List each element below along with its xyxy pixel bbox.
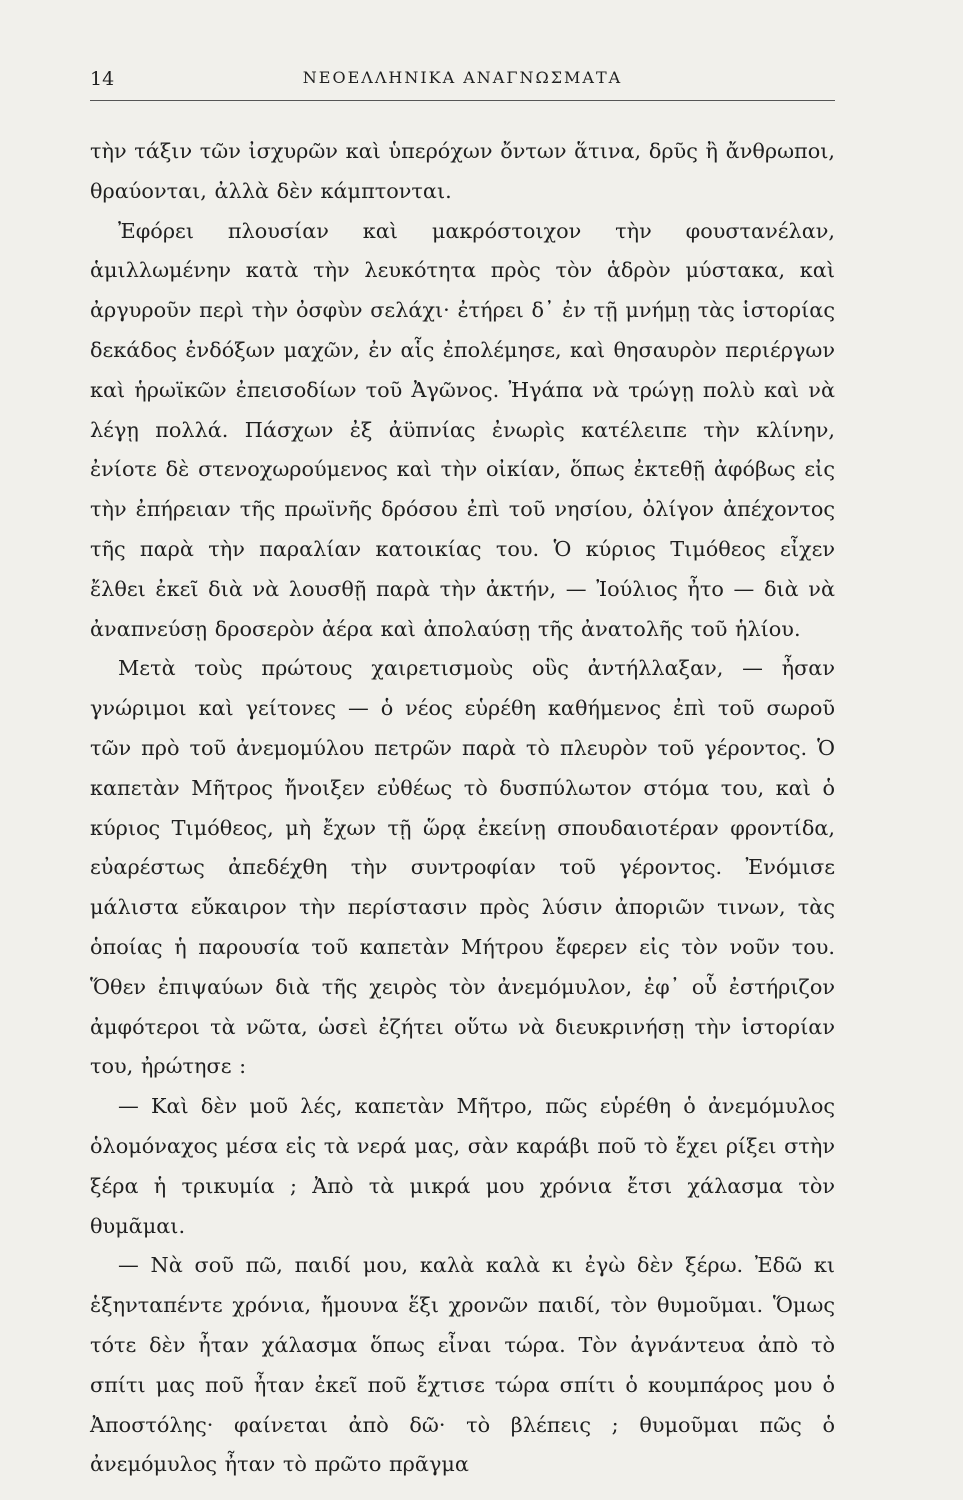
paragraph: — Καὶ δὲν μοῦ λές, καπετὰν Μῆτρο, πῶς εὑρέθη ὁ ἀνεμόμυλος ὁλομόναχος μέσα εἰς τὰ νερά μας, σὰν καράβι ποῦ τὸ ἔχει ρίξει στὴν ξέρα ἡ τρικυμία ; Ἀπὸ τὰ μικρά μου χρόνια ἔτσι χάλασμα τὸν θυμᾶμαι.: [90, 1094, 835, 1238]
paragraph: Ἐφόρει πλουσίαν καὶ μακρόστοιχον τὴν φουστανέλαν, ἁμιλλωμένην κατὰ τὴν λευκότητα πρὸς τὸν ἁδρὸν μύστακα, καὶ ἀργυροῦν περὶ τὴν ὀσφὺν σελάχι· ἐτήρει δ᾽ ἐν τῇ μνήμῃ τὰς ἱστορίας δεκάδος ἐνδόξων μαχῶν, ἐν αἷς ἐπολέμησε, καὶ θησαυρὸν περιέργων καὶ ἡρωϊκῶν ἐπεισοδίων τοῦ Ἀγῶνος. Ἠγάπα νὰ τρώγῃ πολὺ καὶ νὰ λέγῃ πολλά. Πάσχων ἐξ ἀϋπνίας ἐνωρὶς κατέλειπε τὴν κλίνην, ἐνίοτε δὲ στενοχωρούμενος καὶ τὴν οἰκίαν, ὅπως ἐκτεθῇ ἀφόβως εἰς τὴν ἐπήρειαν τῆς πρωϊνῆς δρόσου ἐπὶ τοῦ νησίου, ὀλίγον ἀπέχοντος τῆς παρὰ τὴν παραλίαν κατοικίας του. Ὁ κύριος Τιμόθεος εἶχεν ἔλθει ἐκεῖ διὰ νὰ λουσθῇ παρὰ τὴν ἀκτήν, — Ἰούλιος ἦτο — διὰ νὰ ἀναπνεύσῃ δροσερὸν ἀέρα καὶ ἀπολαύσῃ τῆς ἀνατολῆς τοῦ ἡλίου.: [90, 218, 835, 641]
paragraph: τὴν τάξιν τῶν ἰσχυρῶν καὶ ὑπερόχων ὄντων ἅτινα, δρῦς ἢ ἄνθρωποι, θραύονται, ἀλλὰ δὲν κάμπτονται.: [90, 139, 835, 203]
page-number: 14: [90, 68, 115, 90]
running-head: [90, 60, 835, 104]
paragraph: Μετὰ τοὺς πρώτους χαιρετισμοὺς οὓς ἀντήλλαξαν, — ἦσαν γνώριμοι καὶ γείτονες — ὁ νέος εὑρέθη καθήμενος ἐπὶ τοῦ σωροῦ τῶν πρὸ τοῦ ἀνεμομύλου πετρῶν παρὰ τὸ πλευρὸν τοῦ γέροντος. Ὁ καπετὰν Μῆτρος ἤνοιξεν εὐθέως τὸ δυσπύλωτον στόμα του, καὶ ὁ κύριος Τιμόθεος, μὴ ἔχων τῇ ὥρᾳ ἐκείνῃ σπουδαιοτέραν φροντίδα, εὐαρέστως ἀπεδέχθη τὴν συντροφίαν τοῦ γέροντος. Ἐνόμισε μάλιστα εὔκαιρον τὴν περίστασιν πρὸς λύσιν ἀποριῶν τινων, τὰς ὁποίας ἡ παρουσία τοῦ καπετὰν Μήτρου ἔφερεν εἰς τὸν νοῦν του. Ὅθεν ἐπιψαύων διὰ τῆς χειρὸς τὸν ἀνεμόμυλον, ἐφ᾽ οὗ ἐστήριζον ἀμφότεροι τὰ νῶτα, ὡσεὶ ἐζήτει οὕτω νὰ διευκρινήσῃ τὴν ἱστορίαν του, ἠρώτησε :: [90, 656, 835, 1079]
header-rule: [90, 100, 835, 101]
paragraph: — Νὰ σοῦ πῶ, παιδί μου, καλὰ καλὰ κι ἐγὼ δὲν ξέρω. Ἐδῶ κι ἑξηνταπέντε χρόνια, ἤμουνα ἕξι χρονῶν παιδί, τὸν θυμοῦμαι. Ὅμως τότε δὲν ἦταν χάλασμα ὅπως εἶναι τώρα. Τὸν ἀγνάντευα ἀπὸ τὸ σπίτι μας ποῦ ἦταν ἐκεῖ ποῦ ἔχτισε τώρα σπίτι ὁ κουμπάρος μου ὁ Ἀποστόλης· φαίνεται ἀπὸ δῶ· τὸ βλέπεις ; θυμοῦμαι πῶς ὁ ἀνεμόμυλος ἦταν τὸ πρῶτο πρᾶγμα: [90, 1253, 835, 1477]
running-title: ΝΕΟΕΛΛΗΝΙΚΑ ΑΝΑΓΝΩΣΜΑΤΑ: [302, 68, 623, 87]
body-text: [90, 132, 835, 1485]
book-page: [90, 60, 835, 1485]
